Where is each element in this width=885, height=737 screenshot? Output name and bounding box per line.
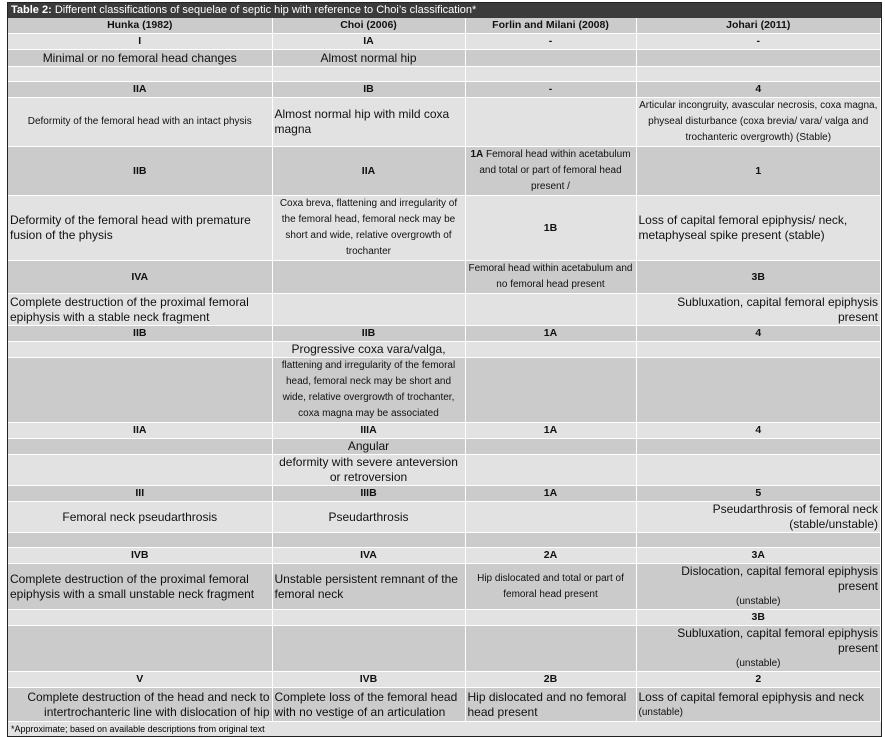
column-header: Forlin and Milani (2008) bbox=[465, 18, 636, 34]
header-row bbox=[8, 18, 881, 34]
cell-text: flattening and irregularity of the femoral head, femoral neck may be short and wide, relative overgrowth of trochanter, coxa magna may be associated bbox=[281, 360, 456, 419]
table-cell bbox=[465, 50, 636, 67]
table-cell bbox=[636, 98, 881, 147]
table-row bbox=[8, 672, 881, 688]
table-row bbox=[8, 82, 881, 98]
table-cell bbox=[272, 423, 465, 439]
table-cell bbox=[465, 294, 636, 326]
table-cell bbox=[465, 672, 636, 688]
cell-text: Dislocation, capital femoral epiphysis present bbox=[681, 564, 878, 593]
table-cell bbox=[272, 548, 465, 564]
classification-table bbox=[8, 18, 881, 722]
table-row bbox=[8, 34, 881, 50]
table-row bbox=[8, 147, 881, 196]
table-row bbox=[8, 688, 881, 722]
table-cell bbox=[636, 688, 881, 722]
table-cell bbox=[465, 82, 636, 98]
cell-text: Deformity of the femoral head with an intact physis bbox=[27, 116, 252, 127]
table-cell bbox=[636, 502, 881, 533]
cell-text: Pseudarthrosis of femoral neck (stable/unstable) bbox=[712, 502, 878, 531]
table-cell bbox=[8, 455, 272, 486]
table-row bbox=[8, 626, 881, 672]
cell-text: 1B bbox=[543, 221, 558, 234]
cell-code: 1A bbox=[470, 149, 484, 160]
cell-text: Loss of capital femoral epiphysis and neck bbox=[638, 689, 864, 704]
table-cell bbox=[272, 672, 465, 688]
table-title bbox=[8, 3, 881, 18]
table-cell bbox=[636, 533, 881, 548]
table-cell bbox=[465, 439, 636, 455]
table-cell bbox=[8, 34, 272, 50]
table-row bbox=[8, 294, 881, 326]
table-cell bbox=[636, 67, 881, 82]
table-cell bbox=[465, 196, 636, 261]
table-row bbox=[8, 326, 881, 342]
table-cell bbox=[636, 261, 881, 294]
table-row bbox=[8, 358, 881, 423]
table-cell bbox=[272, 294, 465, 326]
table-cell bbox=[8, 423, 272, 439]
cell-text: IA bbox=[363, 35, 374, 47]
table-cell bbox=[636, 672, 881, 688]
cell-text: Complete loss of the femoral head with no vestige of an articulation bbox=[274, 689, 458, 719]
table-cell bbox=[465, 533, 636, 548]
table-cell bbox=[465, 358, 636, 423]
table-title-text: Different classifications of sequelae of septic hip with reference to Choi’s classification* bbox=[51, 4, 477, 16]
cell-text: IIIB bbox=[360, 487, 377, 499]
table-cell bbox=[636, 196, 881, 261]
cell-text: Femoral head within acetabulum and total or part of femoral head present / bbox=[479, 149, 631, 192]
table-cell bbox=[465, 147, 636, 196]
table-cell bbox=[465, 455, 636, 486]
table-row bbox=[8, 564, 881, 610]
table-cell bbox=[272, 50, 465, 67]
table-cell bbox=[636, 326, 881, 342]
table-row bbox=[8, 533, 881, 548]
cell-text: Femoral neck pseudarthrosis bbox=[62, 509, 218, 524]
table-cell bbox=[272, 34, 465, 50]
table-cell bbox=[465, 34, 636, 50]
cell-text: - bbox=[548, 83, 553, 95]
table-cell bbox=[8, 342, 272, 358]
table-cell bbox=[272, 564, 465, 610]
cell-text: IVB bbox=[130, 549, 149, 561]
cell-text: Femoral head within acetabulum and no femoral head present bbox=[468, 263, 633, 290]
cell-text: 4 bbox=[755, 424, 762, 436]
table-cell bbox=[272, 486, 465, 502]
table-row bbox=[8, 455, 881, 486]
cell-text: 2 bbox=[755, 673, 762, 685]
table-cell bbox=[636, 147, 881, 196]
table-cell bbox=[636, 439, 881, 455]
cell-text: IVA bbox=[131, 270, 149, 283]
table-cell bbox=[636, 50, 881, 67]
table-cell bbox=[8, 147, 272, 196]
table-cell bbox=[272, 342, 465, 358]
table-cell bbox=[272, 502, 465, 533]
cell-text: IIB bbox=[361, 327, 376, 339]
cell-text: 1A bbox=[543, 424, 558, 436]
cell-text: Pseudarthrosis bbox=[328, 509, 409, 524]
table-row bbox=[8, 67, 881, 82]
table-cell bbox=[8, 486, 272, 502]
cell-subtext: (unstable) bbox=[736, 658, 781, 669]
table-title-label: Table 2: bbox=[11, 4, 52, 16]
table-cell bbox=[8, 502, 272, 533]
classification-table-container bbox=[7, 2, 882, 737]
cell-text: deformity with severe anteversion or retroversion bbox=[279, 455, 458, 484]
cell-text: Hip dislocated and no femoral head present bbox=[467, 689, 627, 719]
table-cell bbox=[465, 98, 636, 147]
cell-text: IIIA bbox=[360, 424, 377, 436]
table-cell bbox=[8, 688, 272, 722]
column-header: Johari (2011) bbox=[636, 18, 881, 34]
table-cell bbox=[8, 672, 272, 688]
cell-text: IIB bbox=[133, 327, 147, 339]
cell-text: 2A bbox=[543, 549, 558, 561]
column-header: Choi (2006) bbox=[272, 18, 465, 34]
table-cell bbox=[272, 147, 465, 196]
table-cell bbox=[465, 342, 636, 358]
table-cell bbox=[8, 261, 272, 294]
cell-text: Complete destruction of the proximal femoral epiphysis with a small unstable neck fragment bbox=[10, 571, 255, 601]
footnote: *Approximate; based on available descriptions from original text bbox=[8, 722, 881, 736]
table-cell bbox=[465, 423, 636, 439]
column-header: Hunka (1982) bbox=[8, 18, 272, 34]
cell-text: Almost normal hip bbox=[320, 50, 417, 65]
table-cell bbox=[636, 294, 881, 326]
table-cell bbox=[465, 564, 636, 610]
table-cell bbox=[465, 626, 636, 672]
cell-text: Angular bbox=[347, 439, 390, 453]
table-cell bbox=[465, 548, 636, 564]
cell-text: 3A bbox=[751, 549, 765, 561]
table-cell bbox=[8, 358, 272, 423]
table-cell bbox=[8, 294, 272, 326]
cell-text: 5 bbox=[755, 487, 762, 499]
table-cell bbox=[272, 533, 465, 548]
table-row bbox=[8, 502, 881, 533]
table-cell bbox=[636, 423, 881, 439]
table-row bbox=[8, 486, 881, 502]
cell-text: 2B bbox=[543, 673, 558, 685]
table-cell bbox=[272, 610, 465, 626]
table-row bbox=[8, 423, 881, 439]
table-cell bbox=[636, 626, 881, 672]
table-cell bbox=[272, 626, 465, 672]
cell-text: IIA bbox=[133, 424, 147, 436]
table-cell bbox=[8, 610, 272, 626]
table-cell bbox=[272, 98, 465, 147]
table-cell bbox=[636, 486, 881, 502]
table-cell bbox=[636, 342, 881, 358]
table-cell bbox=[636, 358, 881, 423]
table-cell bbox=[465, 688, 636, 722]
cell-text: Subluxation, capital femoral epiphysis present bbox=[677, 294, 878, 324]
table-row bbox=[8, 261, 881, 294]
table-cell bbox=[636, 564, 881, 610]
cell-text: Subluxation, capital femoral epiphysis present bbox=[677, 626, 878, 655]
table-cell bbox=[465, 326, 636, 342]
table-cell bbox=[8, 50, 272, 67]
cell-text: - bbox=[756, 35, 760, 47]
cell-text: 4 bbox=[755, 327, 762, 339]
table-cell bbox=[272, 439, 465, 455]
table-cell bbox=[636, 610, 881, 626]
table-cell bbox=[8, 67, 272, 82]
table-cell bbox=[272, 82, 465, 98]
table-row bbox=[8, 439, 881, 455]
table-cell bbox=[8, 548, 272, 564]
table-row bbox=[8, 196, 881, 261]
cell-text: IB bbox=[363, 83, 374, 95]
table-cell bbox=[8, 564, 272, 610]
cell-text: IIB bbox=[133, 164, 147, 177]
cell-text: Unstable persistent remnant of the femoral neck bbox=[274, 571, 458, 601]
table-cell bbox=[272, 455, 465, 486]
table-cell bbox=[465, 261, 636, 294]
cell-text: Minimal or no femoral head changes bbox=[42, 50, 237, 65]
cell-text: 3B bbox=[751, 270, 765, 283]
cell-text: Coxa breva, flattening and irregularity of the femoral head, femoral neck may be short and wide, relative overgrowth of trochanter bbox=[279, 198, 458, 257]
table-cell bbox=[636, 82, 881, 98]
cell-text: Complete destruction of the proximal femoral epiphysis with a stable neck fragment bbox=[10, 294, 249, 324]
cell-text: Articular incongruity, avascular necrosis, coxa magna, physeal disturbance (coxa brevia/ vara/ valga and trochanteric overgrowth) (Stable) bbox=[639, 100, 878, 143]
table-cell bbox=[8, 626, 272, 672]
cell-text: IVA bbox=[360, 549, 377, 561]
table-cell bbox=[636, 548, 881, 564]
table-row bbox=[8, 98, 881, 147]
table-cell bbox=[8, 98, 272, 147]
cell-text: IIA bbox=[361, 164, 376, 177]
table-cell bbox=[636, 455, 881, 486]
cell-text: Deformity of the femoral head with premature fusion of the physis bbox=[10, 213, 251, 242]
cell-text: 4 bbox=[755, 83, 762, 95]
table-cell bbox=[8, 533, 272, 548]
table-cell bbox=[465, 486, 636, 502]
cell-text: IVB bbox=[359, 673, 378, 685]
table-cell bbox=[272, 688, 465, 722]
table-cell bbox=[465, 502, 636, 533]
cell-text: Progressive coxa vara/valga, bbox=[291, 342, 446, 356]
cell-text: Almost normal hip with mild coxa magna bbox=[274, 107, 450, 136]
cell-text: 1 bbox=[755, 164, 762, 177]
table-cell bbox=[8, 196, 272, 261]
cell-text: Hip dislocated and total or part of femoral head present bbox=[477, 572, 624, 600]
cell-subtext: (unstable) bbox=[638, 706, 683, 718]
table-cell bbox=[272, 67, 465, 82]
cell-text: V bbox=[136, 673, 144, 685]
cell-text: - bbox=[548, 35, 553, 47]
cell-text: III bbox=[135, 487, 145, 499]
cell-text: 1A bbox=[543, 327, 558, 339]
cell-text: I bbox=[138, 35, 142, 47]
table-row bbox=[8, 610, 881, 626]
cell-text: Complete destruction of the head and neck to intertrochanteric line with dislocation of hip bbox=[27, 689, 270, 719]
table-cell bbox=[8, 439, 272, 455]
table-row bbox=[8, 548, 881, 564]
cell-subtext: (unstable) bbox=[736, 596, 781, 607]
table-cell bbox=[272, 261, 465, 294]
table-cell bbox=[465, 67, 636, 82]
table-cell bbox=[465, 610, 636, 626]
cell-text: 1A bbox=[543, 487, 558, 499]
cell-text: IIA bbox=[133, 83, 147, 95]
table-row bbox=[8, 50, 881, 67]
table-cell bbox=[272, 196, 465, 261]
table-cell bbox=[272, 326, 465, 342]
table-cell bbox=[636, 34, 881, 50]
table-row bbox=[8, 342, 881, 358]
table-cell bbox=[8, 326, 272, 342]
cell-text: 3B bbox=[751, 611, 765, 623]
table-cell bbox=[272, 358, 465, 423]
cell-text: Loss of capital femoral epiphysis/ neck, metaphyseal spike present (stable) bbox=[638, 213, 848, 242]
table-cell bbox=[8, 82, 272, 98]
